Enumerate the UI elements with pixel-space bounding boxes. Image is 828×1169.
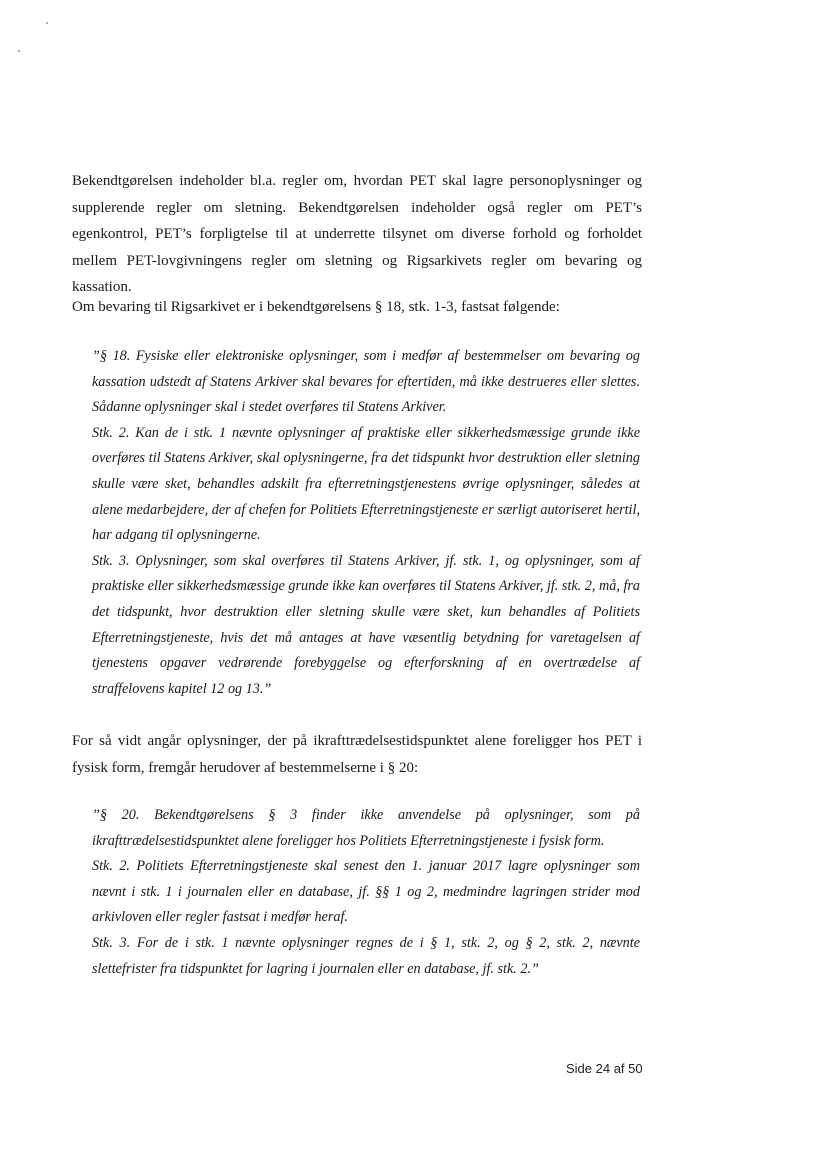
- quote-18-stk-2: Stk. 2. Kan de i stk. 1 nævnte oplysninger af praktiske eller sikkerhedsmæssige grunde ikke overføres til Statens Arkiver, skal oplysningerne, fra det tidspunkt hvor destruktion eller sletning skulle være sket, behandles adskilt fra efterretningstjenestens øvrige oplysninger, således at alene medarbejdere, der af chefen for Politiets Efterretningstjeneste er særligt autoriseret hertil, har adgang til oplysningerne.: [92, 424, 640, 544]
- scan-speck: [46, 22, 48, 24]
- lead-in-paragraph-20: For så vidt angår oplysninger, der på ikrafttrædelsestidspunktet alene foreligger hos PET i fysisk form, fremgår herudover af bestemmelserne i § 20:: [72, 733, 642, 776]
- quote-20-stk-3: Stk. 3. For de i stk. 1 nævnte oplysninger regnes de i § 1, stk. 2, og § 2, stk. 2, nævnte slettefrister fra tidspunktet for lagring i journalen eller en database, jf. stk. 2.”: [92, 934, 640, 977]
- scan-speck: [18, 50, 20, 52]
- quote-18-main: ”§ 18. Fysiske eller elektroniske oplysninger, som i medfør af bestemmelser om bevaring og kassation udstedt af Statens Arkiver skal bevares for eftertiden, må ikke destrueres eller slettes. Sådanne oplysninger skal i stedet overføres til Statens Arkiver.: [92, 348, 640, 416]
- lead-in-paragraph-18: Om bevaring til Rigsarkivet er i bekendtgørelsens § 18, stk. 1-3, fastsat følgende:: [72, 299, 560, 315]
- quote-20-main: ”§ 20. Bekendtgørelsens § 3 finder ikke anvendelse på oplysninger, som på ikrafttrædelsestidspunktet alene foreligger hos Politiets Efterretningstjeneste i fysisk form.: [92, 807, 640, 849]
- intro-paragraph: Bekendtgørelsen indeholder bl.a. regler om, hvordan PET skal lagre personoplysninger og supplerende regler om sletning. Bekendtgørelsen indeholder også regler om PET’s egenkontrol, PET’s forpligtelse til at underrette tilsynet om diverse forhold og forholdet mellem PET-lovgivningens regler om sletning og Rigsarkivets regler om bevaring og kassation.: [72, 173, 642, 295]
- quote-18-stk-3: Stk. 3. Oplysninger, som skal overføres til Statens Arkiver, jf. stk. 1, og oplysninger, som af praktiske eller sikkerhedsmæssige grunde ikke kan overføres til Statens Arkiver, jf. stk. 2, må, fra det tidspunkt, hvor destruktion eller sletning skulle være sket, kun behandles af Politiets Efterretningstjeneste, hvis det må antages at have væsentlig betydning for varetagelsen af tjenestens opgaver vedrørende forebyggelse og efterforskning af en overtrædelse af straffelovens kapitel 12 og 13.”: [92, 552, 640, 697]
- quote-section-18: [92, 344, 640, 702]
- quote-section-20: [92, 803, 640, 982]
- page-number: Side 24 af 50: [566, 1061, 643, 1076]
- quote-20-stk-2: Stk. 2. Politiets Efterretningstjeneste skal senest den 1. januar 2017 lagre oplysninger som nævnt i stk. 1 i journalen eller en database, jf. §§ 1 og 2, medmindre lagringen strider mod arkivloven eller regler fastsat i medfør heraf.: [92, 858, 640, 926]
